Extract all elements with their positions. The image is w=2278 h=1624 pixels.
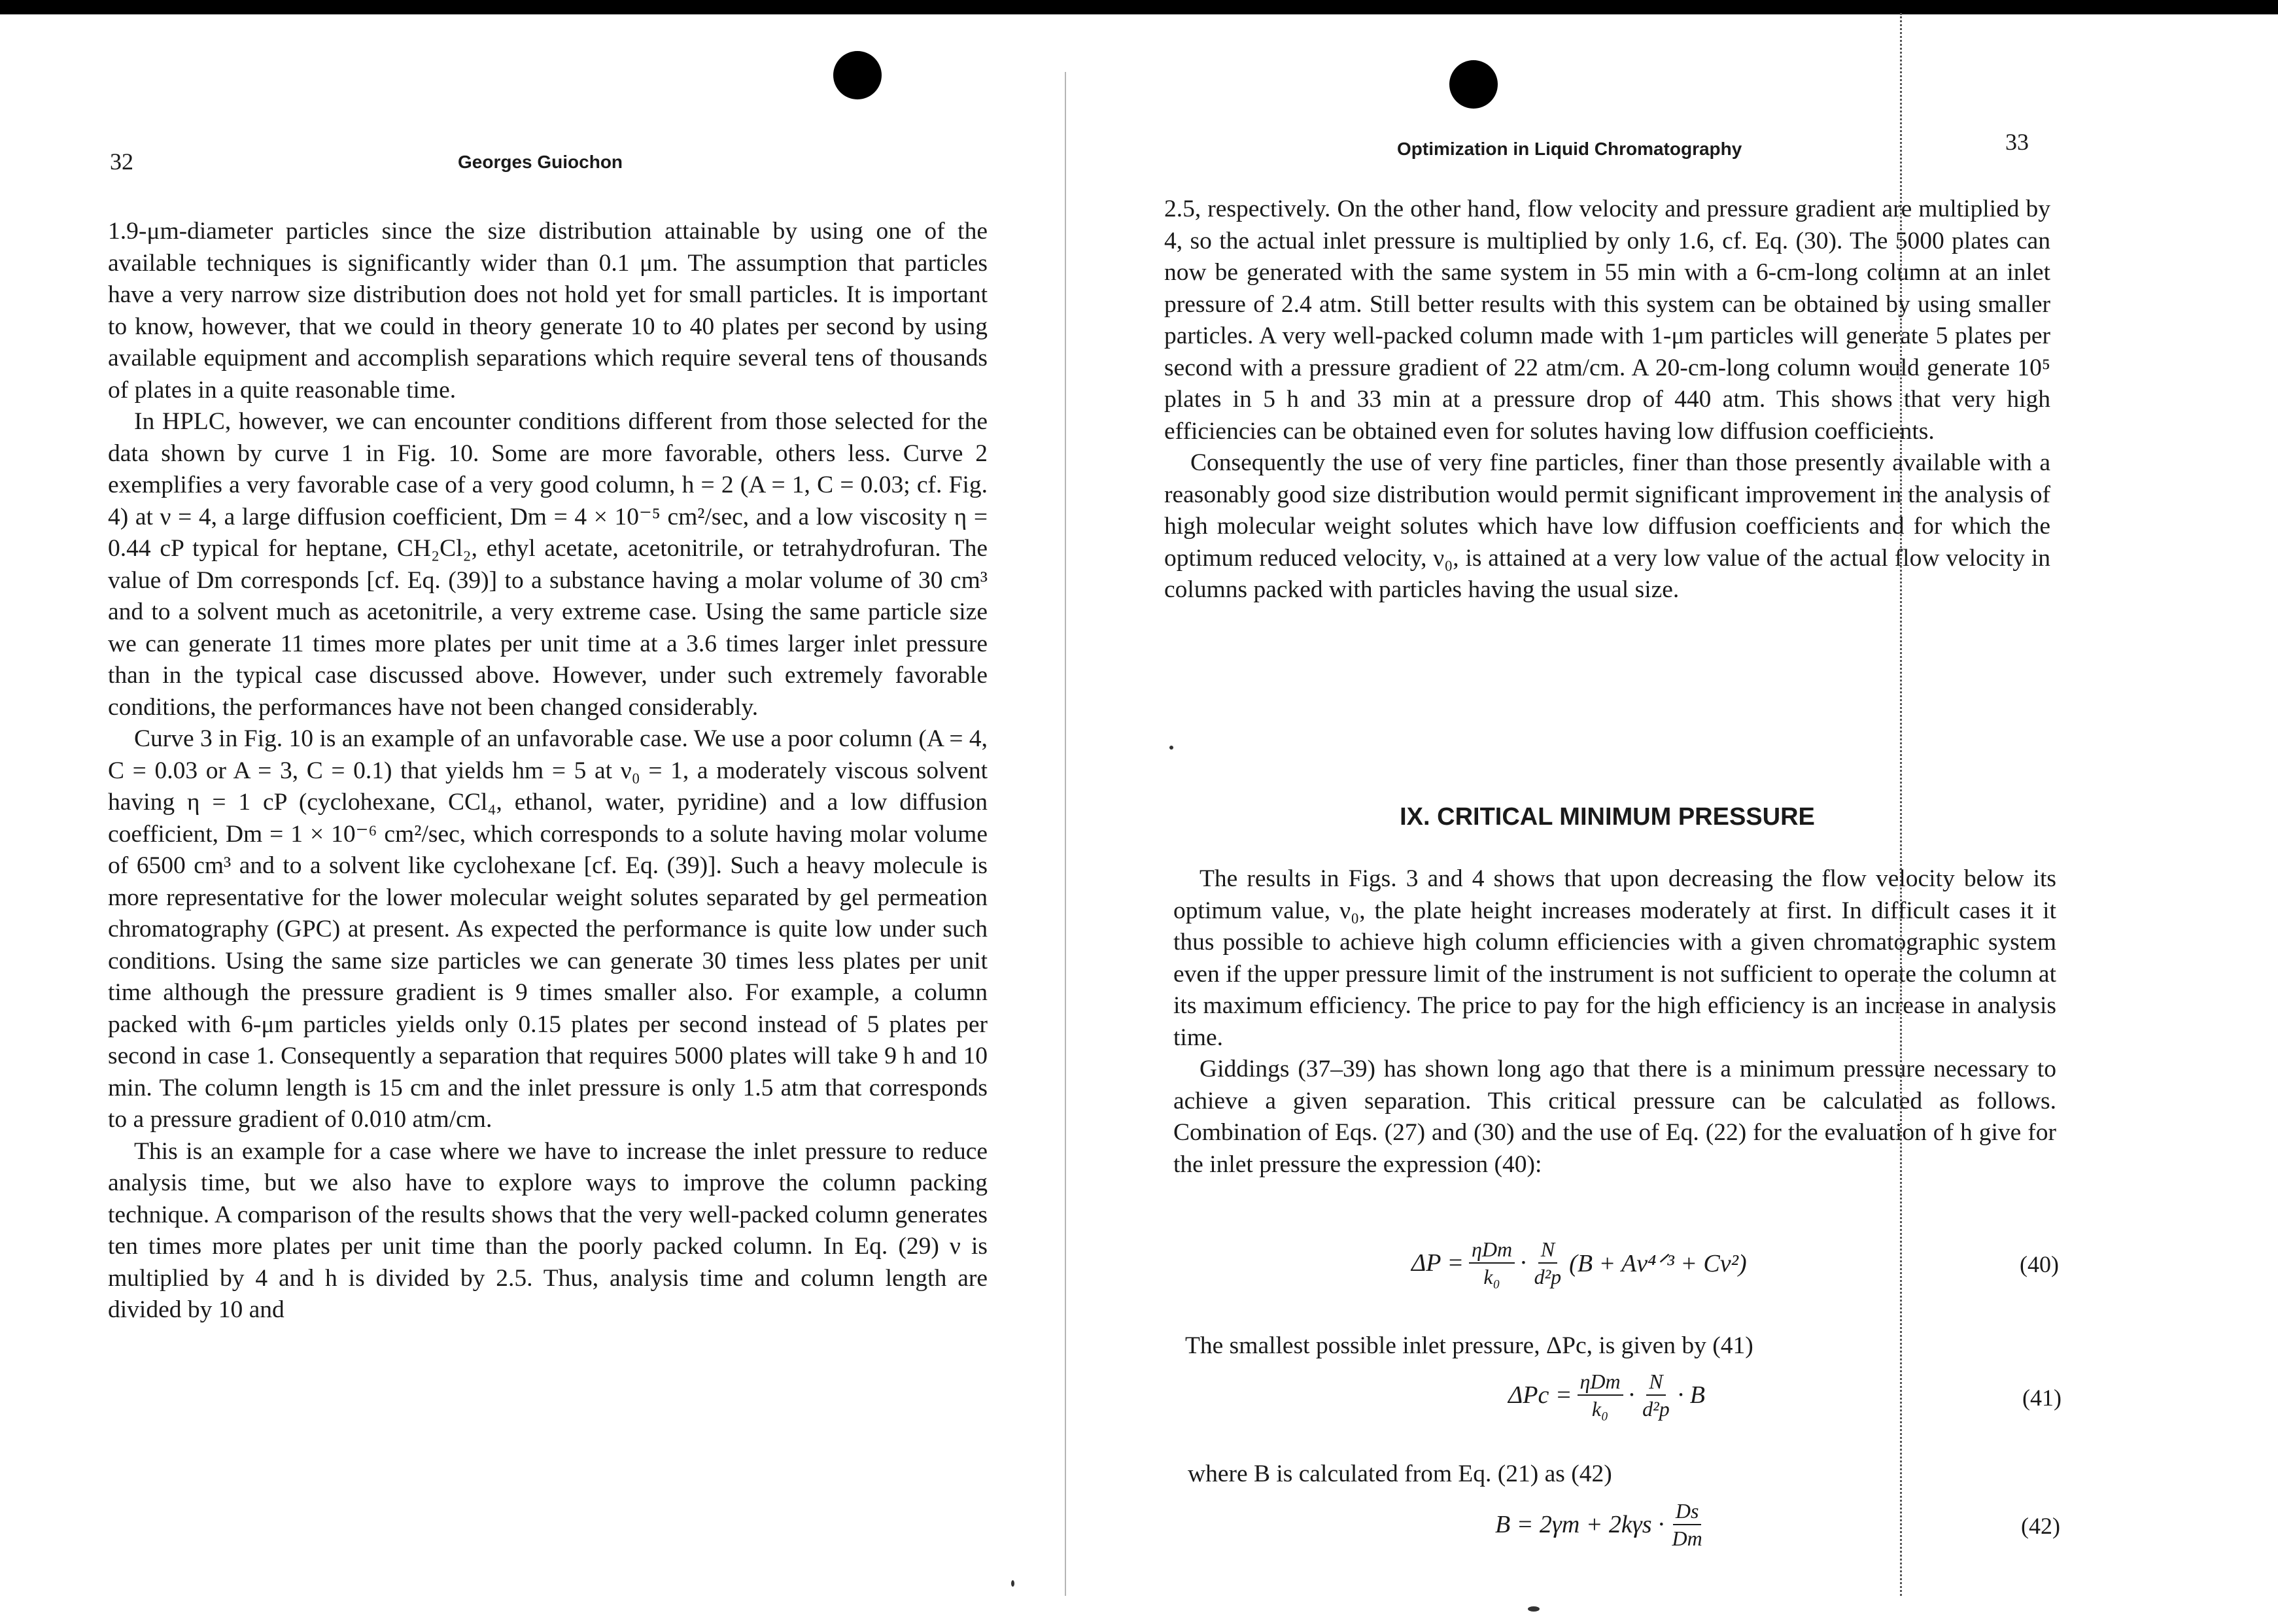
scan-speck [1169,746,1173,750]
paragraph: Giddings (37–39) has shown long ago that there is a minimum pressure necessary to achieve a given separation. This critical pressure can be calculated as follows. Combination of Eqs. (27) and (30) and the use of Eq. (22) for the evaluation of h give for the inlet pressure the expression (40): [1173,1056,2056,1178]
eq-lhs: ΔP = [1411,1249,1464,1277]
denominator: d²p [1642,1397,1670,1421]
equation-lead-in: The smallest possible inlet pressure, ΔPc, is given by (41) [1185,1332,1753,1359]
fraction [1670,1498,1705,1551]
fraction [1532,1236,1564,1290]
numerator: Ds [1673,1498,1702,1525]
paragraph: Consequently the use of very fine particles, finer than those presently available with a reasonably good size distribution would permit significant improvement in the analysis of high molecular weight solutes which have low diffusion coefficients and for which the optimum reduced velocity, ν₀, is attained at a very low value of the actual flow velocity in columns packed with particles having the usual size. [1164,449,2050,603]
dot-operator: · [1628,1381,1635,1409]
numerator: N [1538,1236,1557,1264]
numerator: N [1646,1368,1665,1396]
section-heading: IX. CRITICAL MINIMUM PRESSURE [1400,803,1815,831]
page-number: 33 [2005,129,2029,155]
numerator: ηDm [1469,1236,1515,1264]
equation-41 [1508,1368,1705,1422]
scan-speck [1011,1580,1014,1587]
equation-40 [1411,1236,1747,1290]
eq-lhs: B = 2γm + 2kγs · [1495,1511,1665,1538]
equation-number: (40) [2020,1251,2059,1277]
body-text [108,216,988,1326]
paragraph: The results in Figs. 3 and 4 shows that upon decreasing the flow velocity below its optimum value, ν₀, the plate height increases moderately at first. In difficult cases it it thus possible to achieve high column efficiencies with a given chromatographic system even if the upper pressure limit of the instrument is not sufficient to operate the column at its maximum efficiency. The price to pay for the high efficiency is an increase in analysis time. [1173,865,2056,1051]
denominator: d²p [1534,1265,1562,1288]
fraction [1469,1236,1515,1290]
eq-rhs: · B [1677,1381,1705,1409]
fraction [1640,1368,1672,1422]
right-page [1086,0,2278,1624]
running-head: Georges Guiochon [458,152,623,172]
paragraph: This is an example for a case where we have to increase the inlet pressure to reduce analysis time, but we also have to explore ways to improve the column packing technique. A comparison of the results shows that the very well-packed column generates ten times more plates per unit time than the poorly packed column. In Eq. (29) ν is multiplied by 4 and h is divided by 2.5. Thus, analysis time and column length are divided by 10 and [108,1137,988,1323]
page-number: 32 [110,148,133,175]
equation-number: (41) [2022,1385,2062,1411]
section-body [1173,863,2056,1181]
running-head: Optimization in Liquid Chromatography [1397,139,1742,159]
denominator: k₀ [1483,1265,1500,1288]
eq-lhs: ΔPc = [1508,1381,1572,1409]
scan-speck [1528,1606,1540,1612]
equation-42 [1495,1498,1710,1551]
paragraph: 1.9-μm-diameter particles since the size distribution attainable by using one of the available techniques is significantly wider than 0.1 μm. The assumption that particles have a very narrow size distribution does not hold yet for small particles. It is important to know, however, that we could in theory generate 10 to 40 plates per second by using available equipment and accomplish separations which require several tens of thousands of plates in a quite reasonable time. [108,218,988,404]
paragraph: 2.5, respectively. On the other hand, flow velocity and pressure gradient are multiplied by 4, so the actual inlet pressure is multiplied by only 1.6, cf. Eq. (30). The 5000 plates can now be generated with the same system in 55 min with a 6-cm-long column at an inlet pressure of 2.4 atm. Still better results with this system can be obtained by using smaller particles. A very well-packed column made with 1-μm particles will generate 5 plates per second with a pressure gradient of 22 atm/cm. A 20-cm-long column would generate 10⁵ plates in 5 h and 33 min at a pressure drop of 440 atm. This shows that very high efficiencies can be obtained even for solutes having low diffusion coefficients. [1164,196,2050,445]
page-gutter [1065,72,1066,1596]
paragraph: Curve 3 in Fig. 10 is an example of an unfavorable case. We use a poor column (A = 4, C = 0.03 or A = 3, C = 0.1) that yields hm = 5 at ν₀ = 1, a moderately viscous solvent having η = 1 cP (cyclohexane, CCl₄, ethanol, water, pyridine) and a low diffusion coefficient, Dm = 1 × 10⁻⁶ cm²/sec, which corresponds to a solute having molar volume of 6500 cm³ and to a solvent like cyclohexane [cf. Eq. (39)]. Such a heavy molecule is more representative for the lower molecular weight solutes separated by gel permeation chromatography (GPC) at present. As expected the performance is quite low under such conditions. Using the same size particles we can generate 30 times less plates per unit time although the pressure gradient is 9 times smaller also. For example, a column packed with 6-μm particles yields only 0.15 plates per second instead of 5 plates per second in case 1. Consequently a separation that requires 5000 plates will take 9 h and 10 min. The column length is 15 cm and the inlet pressure is only 1.5 atm that corresponds to a pressure gradient of 0.010 atm/cm. [108,725,988,1133]
numerator: ηDm [1578,1368,1623,1396]
body-text [1164,194,2050,606]
dot-operator: · [1520,1249,1527,1277]
equation-lead-in: where B is calculated from Eq. (21) as (42) [1188,1460,1612,1487]
equation-number: (42) [2021,1513,2060,1539]
left-page [0,0,1060,1624]
denominator: Dm [1672,1527,1702,1550]
denominator: k₀ [1591,1397,1609,1421]
eq-rhs: (B + Aν⁴ᐟ³ + Cν²) [1569,1249,1747,1277]
fraction [1578,1368,1623,1422]
paragraph: In HPLC, however, we can encounter conditions different from those selected for the data shown by curve 1 in Fig. 10. Some are more favorable, others less. Curve 2 exemplifies a very favorable case of a very good column, h = 2 (A = 1, C = 0.03; cf. Fig. 4) at ν = 4, a large diffusion coefficient, Dm = 4 × 10⁻⁵ cm²/sec, and a low viscosity η = 0.44 cP typical for heptane, CH₂Cl₂, ethyl acetate, acetonitrile, or tetrahydrofuran. The value of Dm corresponds [cf. Eq. (39)] to a substance having a molar volume of 30 cm³ and to a solvent much as acetonitrile, a very extreme case. Using the same particle size we can generate 11 times more plates per unit time at a 3.6 times larger inlet pressure than in the typical case discussed above. However, under such extremely favorable conditions, the performances have not been changed considerably. [108,408,988,721]
